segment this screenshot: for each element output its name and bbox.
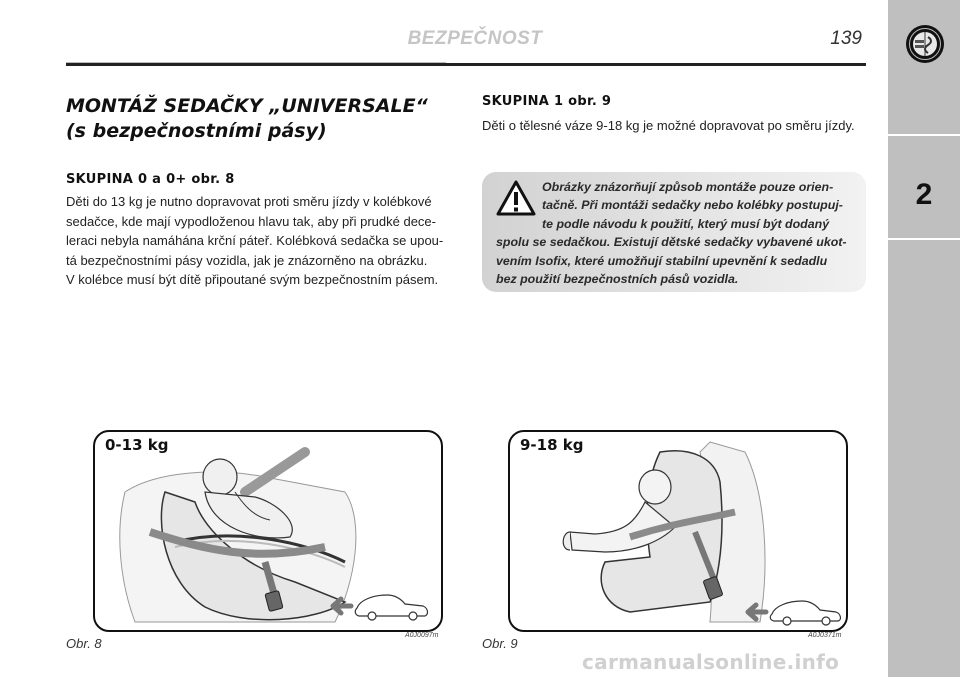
header-rule — [66, 63, 866, 66]
figure-weight-label: 9-18 kg — [520, 436, 584, 454]
warning-line: Obrázky znázorňují způsob montáže pouze orien- — [542, 180, 834, 194]
main-title-line: (s bezpečnostními pásy) — [66, 120, 327, 142]
group1-heading: SKUPINA 1 obr. 9 — [482, 94, 612, 109]
figure-code: A0J0371m — [808, 632, 842, 639]
paragraph-line: Děti do 13 kg je nutno dopravovat proti směru jízdy v kolébkové — [66, 194, 432, 209]
sidebar-divider — [888, 238, 960, 240]
warning-text — [496, 178, 856, 288]
warning-line: spolu se sedačkou. Existují dětské sedačky vybavené ukot- — [496, 235, 847, 250]
figure-code: A0J0097m — [405, 632, 439, 639]
section-title: BEZPEČNOST — [407, 28, 543, 49]
infant-carrier-illustration — [95, 432, 441, 630]
brand-logo-icon — [905, 24, 945, 64]
figure-caption: Obr. 8 — [66, 636, 102, 651]
child-seat-illustration — [510, 432, 846, 630]
paragraph-line: tá bezpečnostními pásy vozidla, jak je znázorněno na obrázku. — [66, 252, 428, 268]
chapter-sidebar — [888, 0, 960, 677]
figure-8 — [93, 430, 443, 632]
watermark-text: carmanualsonline.info — [582, 650, 840, 674]
page-number: 139 — [830, 28, 862, 49]
warning-line: tačně. Při montáži sedačky nebo kolébky postupuj- — [542, 198, 843, 213]
main-title-line: MONTÁŽ SEDAČKY „UNIVERSALE“ — [66, 95, 428, 117]
group0-paragraph — [66, 192, 450, 290]
figure-weight-label: 0-13 kg — [105, 436, 169, 454]
chapter-number: 2 — [915, 178, 933, 211]
paragraph-line: sedačce, kde mají vypodloženou hlavu tak, aby při prudké dece- — [66, 213, 436, 229]
warning-line: te podle návodu k použití, který musí být dodaný — [542, 216, 830, 231]
paragraph-line: leraci nebyla namáhána krční páteř. Kolébková sedačka se upou- — [66, 233, 444, 249]
sidebar-divider — [888, 134, 960, 136]
group0-heading: SKUPINA 0 a 0+ obr. 8 — [66, 172, 235, 187]
warning-line: vením Isofix, které umožňují stabilní upevnění k sedadlu — [496, 253, 828, 268]
figure-9 — [508, 430, 848, 632]
figure-caption: Obr. 9 — [482, 636, 518, 651]
group1-paragraph: Děti o tělesné váze 9-18 kg je možné dopravovat po směru jízdy. — [482, 118, 855, 133]
paragraph-line: V kolébce musí být dítě připoutané svým bezpečnostním pásem. — [66, 272, 439, 288]
warning-line: bez použití bezpečnostních pásů vozidla. — [496, 272, 739, 287]
main-title — [66, 94, 466, 144]
